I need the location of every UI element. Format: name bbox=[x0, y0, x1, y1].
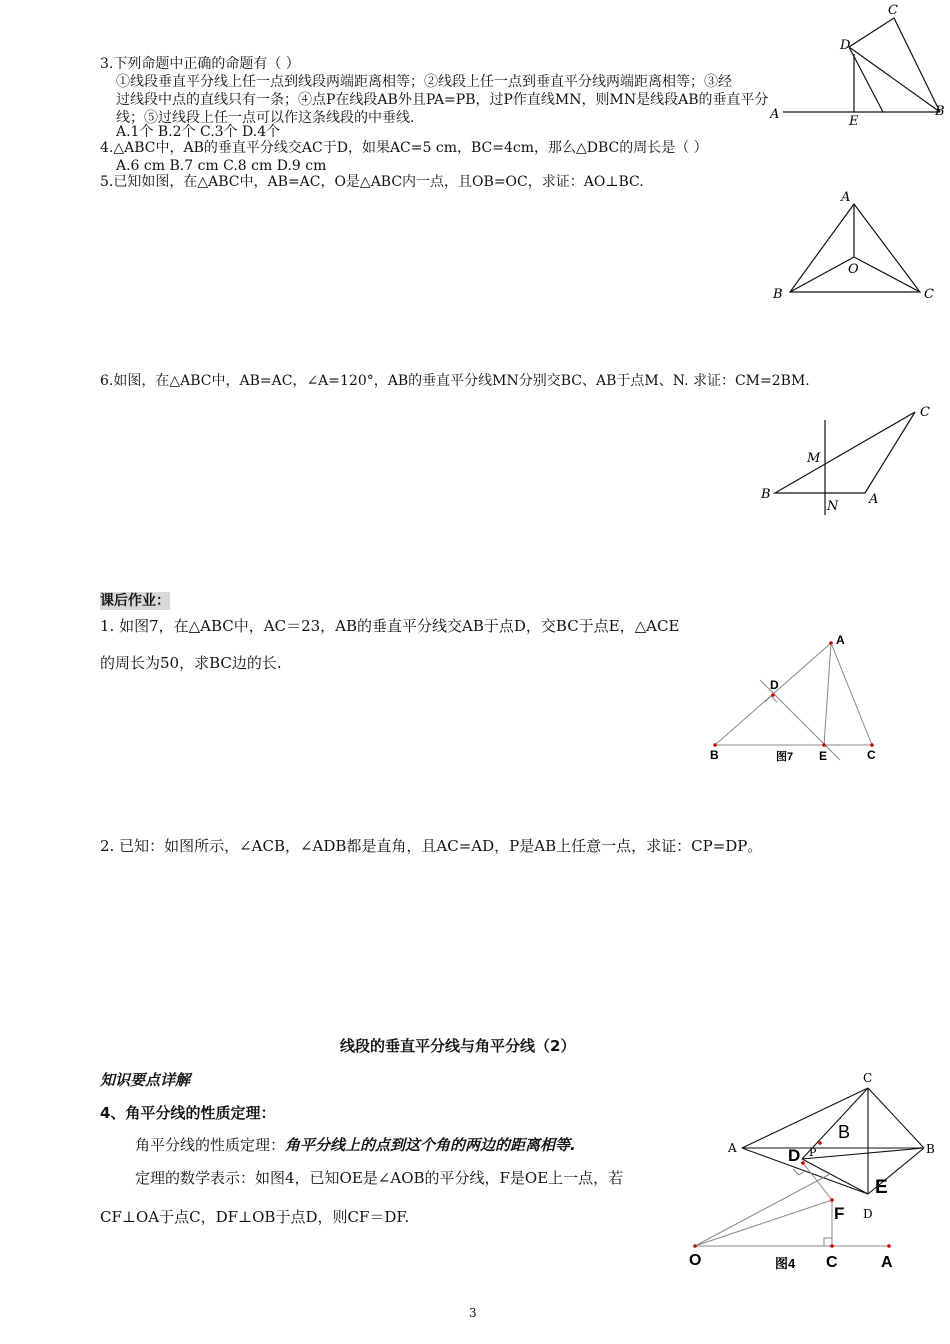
q3-line3: 线；⑤过线段上任一点可以作这条线段的中垂线. bbox=[116, 110, 415, 126]
fig7-label-c: C bbox=[867, 748, 876, 762]
fig7-caption: 图7 bbox=[776, 751, 794, 763]
q6-fig-label-m: M bbox=[807, 451, 821, 466]
kite-label-a: A bbox=[728, 1141, 737, 1155]
q6-figure bbox=[755, 395, 945, 520]
homework-p2: 2. 已知：如图所示，∠ACB，∠ADB都是直角，且AC=AD，P是AB上任意一点，求证：CP=DP。 bbox=[100, 837, 763, 855]
q4-options: A.6 cm B.7 cm C.8 cm D.9 cm bbox=[116, 158, 327, 174]
q4-stem: 4.△ABC中，AB的垂直平分线交AC于D，如果AC=5 cm，BC=4cm，那么△DBC的周长是（ ） bbox=[100, 140, 708, 156]
fig4-label-b: B bbox=[838, 1122, 851, 1142]
kite-label-e: E bbox=[875, 1177, 888, 1198]
section-heading: 4、角平分线的性质定理： bbox=[100, 1104, 276, 1122]
fig4-composite bbox=[680, 1070, 945, 1280]
q3-fig-label-e: E bbox=[849, 114, 859, 129]
theorem-prefix: 角平分线的性质定理： bbox=[135, 1136, 286, 1154]
fig7-label-e: E bbox=[819, 749, 828, 763]
theorem-text: 角平分线上的点到这个角的两边的距离相等. bbox=[285, 1136, 576, 1154]
section-subtitle: 知识要点详解 bbox=[100, 1071, 191, 1089]
theorem-line bbox=[135, 1135, 576, 1155]
fig4-label-a: A bbox=[881, 1254, 893, 1271]
fig4-label-o: O bbox=[689, 1252, 702, 1269]
q3-fig-label-a: A bbox=[770, 107, 780, 122]
q5-fig-label-o: O bbox=[848, 262, 859, 277]
homework-title: 课后作业： bbox=[100, 593, 170, 609]
q3-line1: ①线段垂直平分线上任一点到线段两端距离相等；②线段上任一点到垂直平分线两端距离相等；③经 bbox=[116, 74, 732, 90]
homework-p1-line2: 的周长为50，求BC边的长. bbox=[100, 654, 282, 672]
q6-stem: 6.如图，在△ABC中，AB=AC，∠A=120°，AB的垂直平分线MN分别交BC、AB于点M、N. 求证：CM=2BM. bbox=[100, 373, 810, 389]
fig4-label-f: F bbox=[834, 1204, 845, 1223]
q5-stem: 5.已知如图，在△ABC中，AB=AC，O是△ABC内一点，且OB=OC，求证：AO⊥BC. bbox=[100, 174, 644, 190]
q6-fig-label-b: B bbox=[761, 487, 771, 502]
fig7 bbox=[700, 625, 900, 770]
kite-label-d: D bbox=[863, 1207, 873, 1221]
fig7-label-a: A bbox=[836, 633, 845, 647]
fig4-label-c: C bbox=[826, 1254, 838, 1271]
q6-fig-label-a: A bbox=[869, 492, 879, 507]
q3-options: A.1个 B.2个 C.3个 D.4个 bbox=[116, 124, 281, 140]
page-number: 3 bbox=[469, 1306, 477, 1320]
math-line2: CF⊥OA于点C，DF⊥OB于点D，则CF＝DF. bbox=[100, 1208, 410, 1226]
fig4-label-d: D bbox=[788, 1146, 801, 1165]
q3-fig-label-c: C bbox=[888, 3, 898, 18]
homework-p1-line1: 1. 如图7，在△ABC中，AC＝23，AB的垂直平分线交AB于点D，交BC于点E，△ACE bbox=[100, 617, 680, 635]
q6-fig-label-n: N bbox=[827, 499, 839, 514]
fig4-caption: 图4 bbox=[775, 1256, 796, 1271]
q3-line2: 过线段中点的直线只有一条；④点P在线段AB外且PA=PB，过P作直线MN，则MN是线段AB的垂直平分 bbox=[116, 92, 769, 108]
math-line1: 定理的数学表示：如图4，已知OE是∠AOB的平分线，F是OE上一点，若 bbox=[135, 1169, 624, 1187]
q3-fig-label-d: D bbox=[840, 38, 851, 53]
kite-label-c: C bbox=[863, 1071, 873, 1085]
q3-stem: 3.下列命题中正确的命题有（ ） bbox=[100, 56, 300, 72]
q5-fig-label-b: B bbox=[773, 287, 783, 302]
fig7-label-d: D bbox=[770, 678, 779, 692]
kite-label-b: B bbox=[926, 1142, 935, 1156]
q5-fig-label-c: C bbox=[924, 287, 934, 302]
q3-fig-label-b: B bbox=[935, 104, 945, 119]
q5-fig-label-a: A bbox=[841, 190, 851, 205]
fig7-label-b: B bbox=[710, 748, 719, 762]
q3-figure bbox=[770, 0, 950, 130]
q6-fig-label-c: C bbox=[920, 405, 930, 420]
kite-label-p: P bbox=[809, 1146, 817, 1159]
q5-figure bbox=[770, 185, 945, 310]
section-title: 线段的垂直平分线与角平分线（2） bbox=[340, 1037, 576, 1055]
